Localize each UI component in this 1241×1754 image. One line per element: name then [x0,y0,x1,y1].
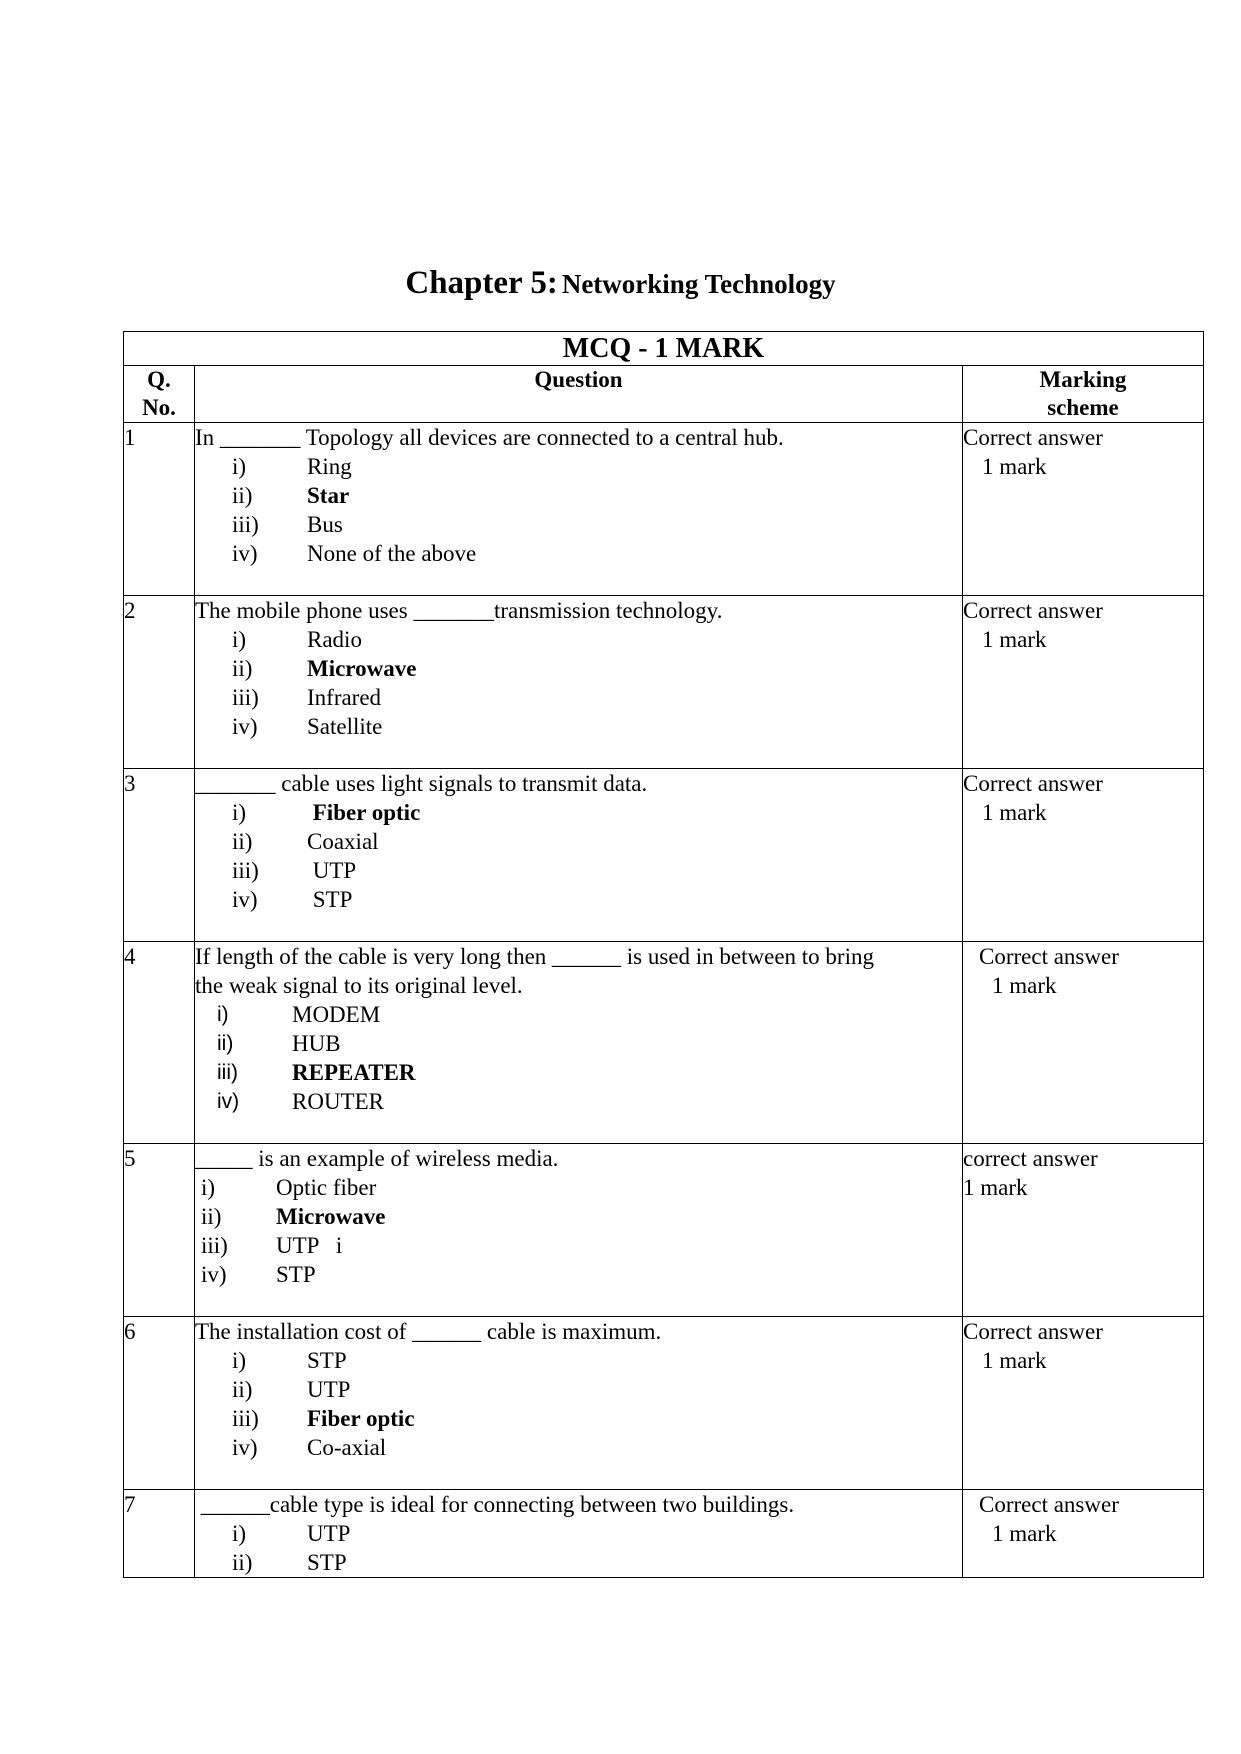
mcq-table [123,331,1204,1578]
option-number: ii) [232,1550,253,1575]
question-number: 3 [124,769,195,942]
option-number: iii) [232,1406,259,1431]
option-item [195,1404,962,1433]
option-number: iv) [217,1090,240,1113]
question-text: The installation cost of ______ cable is maximum. [195,1319,662,1344]
option-item [195,683,962,712]
option-number: ii) [232,1377,253,1402]
question-cell [195,1317,963,1490]
option-item [195,1058,962,1087]
option-item [195,827,962,856]
option-text: UTP i [276,1233,343,1258]
option-text: STP [276,1262,316,1287]
option-item [195,1087,962,1116]
option-text: MODEM [292,1002,381,1027]
option-number: iii) [217,1061,238,1084]
header-qno-line2: No. [142,395,176,420]
option-text: UTP [307,858,357,883]
option-text: Optic fiber [276,1175,377,1200]
option-item [195,1202,962,1231]
marking-text: Correct answer [963,771,1103,796]
option-text: UTP [307,1521,351,1546]
header-question-label: Question [534,367,623,392]
marking-cell [963,423,1204,596]
option-text: None of the above [307,541,477,566]
option-list [195,1173,962,1289]
option-number: iv) [201,1262,227,1287]
question-number: 1 [124,423,195,596]
option-number: i) [232,1521,247,1546]
option-text-correct: Microwave [276,1204,386,1229]
option-item [195,1375,962,1404]
question-text-line1: If length of the cable is very long then ______ is used in between to bring [195,944,874,969]
option-item [195,1519,962,1548]
table-row [124,1317,1204,1490]
option-item [195,539,962,568]
option-number: iii) [232,685,259,710]
option-item [195,452,962,481]
option-list [195,1000,962,1116]
option-number: iv) [232,714,258,739]
question-cell [195,1144,963,1317]
option-text-correct: REPEATER [292,1060,416,1085]
option-list [195,798,962,914]
header-marking [963,366,1204,423]
marking-value: 1 mark [982,454,1047,479]
option-item [195,1548,962,1577]
question-number: 2 [124,596,195,769]
marking-value: 1 mark [963,1175,1028,1200]
page-title [0,265,1241,302]
option-text-correct: Microwave [307,656,417,681]
marking-cell [963,942,1204,1144]
question-number: 5 [124,1144,195,1317]
question-text: _____ is an example of wireless media. [195,1146,559,1171]
option-item [195,1173,962,1202]
option-list [195,1519,962,1577]
marking-text: Correct answer [963,598,1103,623]
option-number: i) [232,627,247,652]
marking-cell [963,1144,1204,1317]
option-list [195,452,962,568]
option-item [195,654,962,683]
option-text: ROUTER [292,1089,384,1114]
option-text: Coaxial [307,829,379,854]
option-item [195,712,962,741]
question-text: The mobile phone uses _______transmission technology. [195,598,723,623]
option-number: i) [232,1348,247,1373]
option-item [195,885,962,914]
option-text: Radio [307,627,362,652]
marking-cell [963,1317,1204,1490]
marking-cell [963,1490,1204,1578]
table-row [124,942,1204,1144]
chapter-label: Chapter 5: [405,265,558,301]
option-number: iii) [232,512,259,537]
marking-value: 1 mark [982,1348,1047,1373]
question-cell [195,423,963,596]
option-list [195,1346,962,1462]
option-number: i) [201,1175,216,1200]
option-number: iv) [232,887,258,912]
option-text: HUB [292,1031,341,1056]
header-qno-line1: Q. [147,367,171,392]
chapter-subject: Networking Technology [561,269,836,299]
option-number: iv) [232,1435,258,1460]
option-text: STP [307,1348,347,1373]
question-number: 4 [124,942,195,1144]
marking-text: Correct answer [979,1492,1119,1517]
option-text: STP [307,887,353,912]
table-banner: MCQ - 1 MARK [124,332,1204,366]
table-row [124,1144,1204,1317]
header-question [195,366,963,423]
option-text-correct: Fiber optic [307,1406,415,1431]
option-text: STP [307,1550,347,1575]
option-list [195,625,962,741]
option-text: Ring [307,454,352,479]
option-text: Satellite [307,714,383,739]
option-item [195,510,962,539]
question-cell [195,942,963,1144]
question-text: In _______ Topology all devices are connected to a central hub. [195,425,784,450]
question-cell [195,1490,963,1578]
marking-cell [963,769,1204,942]
question-text: ______cable type is ideal for connecting between two buildings. [195,1492,795,1517]
question-number: 7 [124,1490,195,1578]
option-text-correct: Star [307,483,350,508]
option-item [195,1260,962,1289]
option-number: ii) [232,483,253,508]
marking-value: 1 mark [982,800,1047,825]
marking-value: 1 mark [982,627,1047,652]
question-text-line2: the weak signal to its original level. [195,973,523,998]
header-marking-line1: Marking [1039,367,1127,392]
marking-text: Correct answer [979,944,1119,969]
option-item [195,798,962,827]
option-number: i) [217,1003,229,1026]
table-row [124,423,1204,596]
option-number: i) [232,454,247,479]
question-cell [195,769,963,942]
table-row [124,1490,1204,1578]
option-item [195,1231,962,1260]
option-item [195,856,962,885]
option-number: ii) [217,1032,234,1055]
header-qno [124,366,195,423]
option-item [195,1029,962,1058]
option-item [195,625,962,654]
table-row [124,596,1204,769]
option-number: ii) [201,1204,222,1229]
question-cell [195,596,963,769]
marking-cell [963,596,1204,769]
option-number: ii) [232,656,253,681]
option-text-correct: Fiber optic [307,800,421,825]
table-row [124,769,1204,942]
option-text: UTP [307,1377,351,1402]
option-item [195,1000,962,1029]
option-number: iii) [201,1233,228,1258]
option-item [195,481,962,510]
option-number: iii) [232,858,259,883]
option-item [195,1346,962,1375]
marking-text: Correct answer [963,425,1103,450]
question-text: _______ cable uses light signals to transmit data. [195,771,648,796]
header-marking-line2: scheme [1047,395,1119,420]
marking-value: 1 mark [992,973,1057,998]
option-text: Bus [307,512,343,537]
option-text: Co-axial [307,1435,387,1460]
option-text: Infrared [307,685,382,710]
marking-text: Correct answer [963,1319,1103,1344]
option-item [195,1433,962,1462]
option-number: ii) [232,829,253,854]
option-number: iv) [232,541,258,566]
marking-value: 1 mark [992,1521,1057,1546]
option-number: i) [232,800,247,825]
marking-text: correct answer [963,1146,1098,1171]
question-number: 6 [124,1317,195,1490]
